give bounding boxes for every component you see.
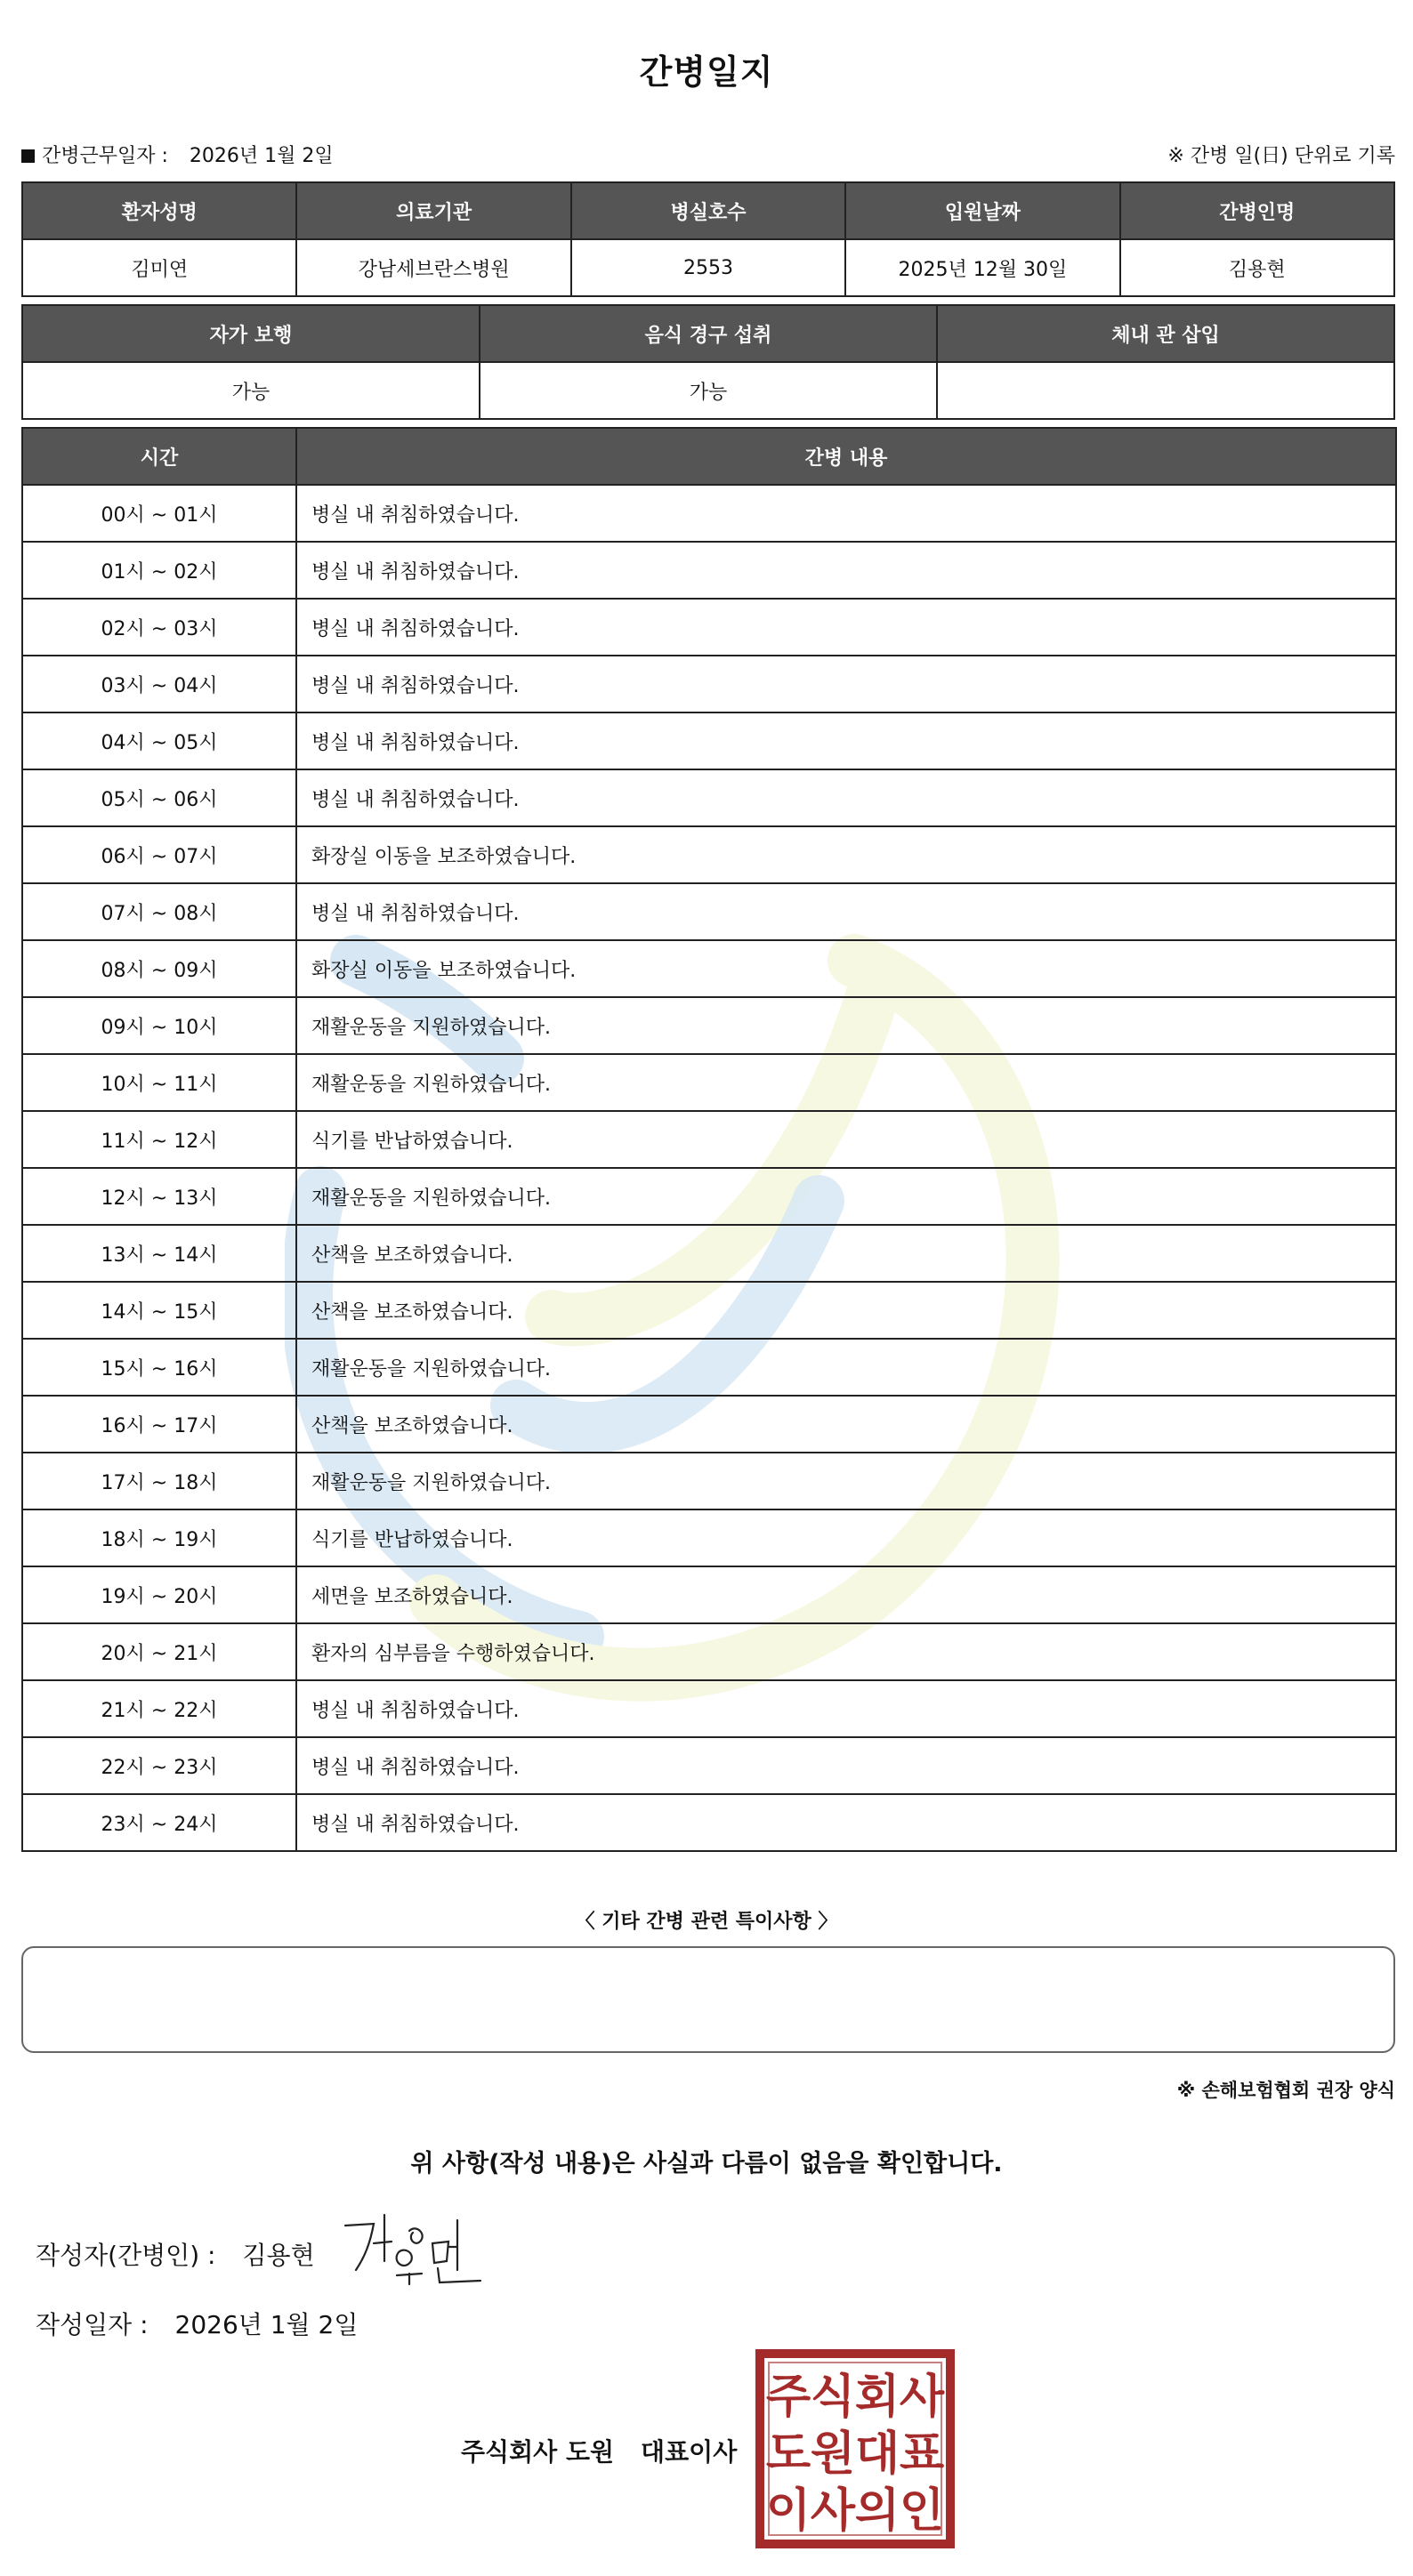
time-cell: 18시 ~ 19시 — [22, 1509, 296, 1566]
seal-character: 인 — [899, 2484, 945, 2538]
care-log-row — [22, 542, 1396, 599]
care-content-cell: 병실 내 취침하였습니다. — [296, 542, 1396, 599]
representative-title: 대표이사 — [641, 2437, 738, 2467]
status-value-row — [22, 362, 1394, 419]
care-content-cell: 화장실 이동을 보조하였습니다. — [296, 826, 1396, 883]
hospital-header: 의료기관 — [296, 182, 570, 239]
oral-intake-header: 음식 경구 섭취 — [480, 305, 937, 362]
care-log-rows — [22, 485, 1396, 1851]
care-log-row — [22, 826, 1396, 883]
seal-character: 사 — [899, 2371, 945, 2424]
patient-status-table — [21, 304, 1395, 420]
special-notes-title: 〈 기타 간병 관련 특이사항 〉 — [575, 1911, 838, 1933]
writer-line — [36, 2236, 315, 2272]
time-cell: 08시 ~ 09시 — [22, 940, 296, 997]
written-date-value: 2026년 1월 2일 — [174, 2310, 359, 2339]
care-content-header: 간병 내용 — [296, 428, 1396, 485]
time-cell: 17시 ~ 18시 — [22, 1453, 296, 1509]
confirmation-statement: 위 사항(작성 내용)은 사실과 다름이 없음을 확인합니다. — [410, 2150, 1003, 2178]
time-header: 시간 — [22, 428, 296, 485]
page-title: 간병일지 — [639, 52, 774, 92]
room-number-value: 2553 — [571, 239, 845, 296]
oral-intake-value: 가능 — [480, 362, 937, 419]
seal-character: 도 — [765, 2427, 811, 2481]
time-cell: 01시 ~ 02시 — [22, 542, 296, 599]
special-notes-box — [21, 1946, 1395, 2053]
seal-character: 표 — [899, 2427, 945, 2481]
care-log-header-row — [22, 428, 1396, 485]
care-log-row — [22, 485, 1396, 542]
care-content-cell: 재활운동을 지원하였습니다. — [296, 1339, 1396, 1396]
care-log-row — [22, 1339, 1396, 1396]
time-cell: 20시 ~ 21시 — [22, 1623, 296, 1680]
writer-label: 작성자(간병인) : — [36, 2241, 216, 2270]
time-cell: 07시 ~ 08시 — [22, 883, 296, 940]
time-cell: 10시 ~ 11시 — [22, 1054, 296, 1111]
time-cell: 14시 ~ 15시 — [22, 1282, 296, 1339]
recommended-form-note: ※ 손해보험협회 권장 양식 — [1176, 2080, 1395, 2101]
square-bullet-icon — [21, 149, 35, 163]
care-log-row — [22, 1168, 1396, 1225]
care-log-row — [22, 1225, 1396, 1282]
care-content-cell: 산책을 보조하였습니다. — [296, 1225, 1396, 1282]
care-log-row — [22, 599, 1396, 656]
caregiver-name-header: 간병인명 — [1120, 182, 1394, 239]
caregiver-name-value: 김용현 — [1120, 239, 1394, 296]
room-number-header: 병실호수 — [571, 182, 845, 239]
care-log-row — [22, 1737, 1396, 1794]
care-log-row — [22, 1623, 1396, 1680]
company-line — [461, 2433, 737, 2468]
time-cell: 21시 ~ 22시 — [22, 1680, 296, 1737]
company-seal-stamp — [755, 2348, 956, 2549]
care-log-row — [22, 997, 1396, 1054]
care-content-cell: 병실 내 취침하였습니다. — [296, 1737, 1396, 1794]
admission-date-value: 2025년 12월 30일 — [845, 239, 1119, 296]
care-log-row — [22, 1453, 1396, 1509]
care-content-cell: 산책을 보조하였습니다. — [296, 1396, 1396, 1453]
time-cell: 15시 ~ 16시 — [22, 1339, 296, 1396]
care-content-cell: 병실 내 취침하였습니다. — [296, 485, 1396, 542]
time-cell: 03시 ~ 04시 — [22, 656, 296, 712]
care-content-cell: 식기를 반납하였습니다. — [296, 1509, 1396, 1566]
care-content-cell: 식기를 반납하였습니다. — [296, 1111, 1396, 1168]
writer-name: 김용현 — [242, 2241, 315, 2270]
seal-character: 원 — [810, 2427, 856, 2481]
care-content-cell: 병실 내 취침하였습니다. — [296, 712, 1396, 769]
work-date-line — [21, 141, 334, 168]
written-date-label: 작성일자 : — [36, 2310, 149, 2339]
time-cell: 23시 ~ 24시 — [22, 1794, 296, 1851]
care-content-cell: 재활운동을 지원하였습니다. — [296, 997, 1396, 1054]
time-cell: 04시 ~ 05시 — [22, 712, 296, 769]
care-content-cell: 병실 내 취침하였습니다. — [296, 883, 1396, 940]
patient-info-header-row — [22, 182, 1394, 239]
seal-character: 사 — [810, 2484, 856, 2538]
care-log-row — [22, 1509, 1396, 1566]
care-log-row — [22, 1794, 1396, 1851]
time-cell: 00시 ~ 01시 — [22, 485, 296, 542]
self-walking-header: 자가 보행 — [22, 305, 480, 362]
patient-name-value: 김미연 — [22, 239, 296, 296]
care-content-cell: 병실 내 취침하였습니다. — [296, 656, 1396, 712]
time-cell: 06시 ~ 07시 — [22, 826, 296, 883]
written-date-line — [36, 2306, 358, 2341]
seal-character: 회 — [854, 2371, 900, 2424]
tube-insertion-value — [937, 362, 1394, 419]
time-cell: 11시 ~ 12시 — [22, 1111, 296, 1168]
care-content-cell: 재활운동을 지원하였습니다. — [296, 1168, 1396, 1225]
seal-character: 대 — [854, 2427, 900, 2481]
care-content-cell: 병실 내 취침하였습니다. — [296, 1794, 1396, 1851]
care-log-row — [22, 940, 1396, 997]
care-log-row — [22, 712, 1396, 769]
care-content-cell: 병실 내 취침하였습니다. — [296, 1680, 1396, 1737]
time-cell: 22시 ~ 23시 — [22, 1737, 296, 1794]
self-walking-value: 가능 — [22, 362, 480, 419]
care-content-cell: 병실 내 취침하였습니다. — [296, 599, 1396, 656]
care-content-cell: 화장실 이동을 보조하였습니다. — [296, 940, 1396, 997]
care-log-row — [22, 1680, 1396, 1737]
care-log-row — [22, 656, 1396, 712]
seal-character: 식 — [810, 2371, 856, 2424]
time-cell: 12시 ~ 13시 — [22, 1168, 296, 1225]
seal-character: 의 — [854, 2484, 900, 2538]
care-content-cell: 산책을 보조하였습니다. — [296, 1282, 1396, 1339]
care-log-row — [22, 769, 1396, 826]
care-content-cell: 세면을 보조하였습니다. — [296, 1566, 1396, 1623]
tube-insertion-header: 체내 관 삽입 — [937, 305, 1394, 362]
time-cell: 05시 ~ 06시 — [22, 769, 296, 826]
care-log-row — [22, 1396, 1396, 1453]
care-log-row — [22, 1111, 1396, 1168]
status-header-row — [22, 305, 1394, 362]
seal-character: 주 — [765, 2371, 811, 2424]
admission-date-header: 입원날짜 — [845, 182, 1119, 239]
hospital-value: 강남세브란스병원 — [296, 239, 570, 296]
time-cell: 02시 ~ 03시 — [22, 599, 296, 656]
record-unit-note: ※ 간병 일(日) 단위로 기록 — [1167, 145, 1395, 167]
patient-name-header: 환자성명 — [22, 182, 296, 239]
seal-character: 이 — [765, 2484, 811, 2538]
care-log-row — [22, 1282, 1396, 1339]
care-log-row — [22, 1566, 1396, 1623]
time-cell: 09시 ~ 10시 — [22, 997, 296, 1054]
patient-info-table — [21, 181, 1395, 297]
time-cell: 13시 ~ 14시 — [22, 1225, 296, 1282]
care-content-cell: 환자의 심부름을 수행하였습니다. — [296, 1623, 1396, 1680]
patient-info-value-row — [22, 239, 1394, 296]
time-cell: 19시 ~ 20시 — [22, 1566, 296, 1623]
work-date-value: 2026년 1월 2일 — [189, 145, 334, 167]
care-log-table — [21, 427, 1397, 1852]
handwritten-signature — [338, 2208, 498, 2288]
care-content-cell: 병실 내 취침하였습니다. — [296, 769, 1396, 826]
care-log-row — [22, 1054, 1396, 1111]
time-cell: 16시 ~ 17시 — [22, 1396, 296, 1453]
work-date-label: 간병근무일자 : — [42, 145, 168, 167]
care-log-row — [22, 883, 1396, 940]
care-content-cell: 재활운동을 지원하였습니다. — [296, 1453, 1396, 1509]
seal-graphic — [755, 2348, 956, 2549]
care-content-cell: 재활운동을 지원하였습니다. — [296, 1054, 1396, 1111]
company-name: 주식회사 도원 — [461, 2437, 615, 2467]
